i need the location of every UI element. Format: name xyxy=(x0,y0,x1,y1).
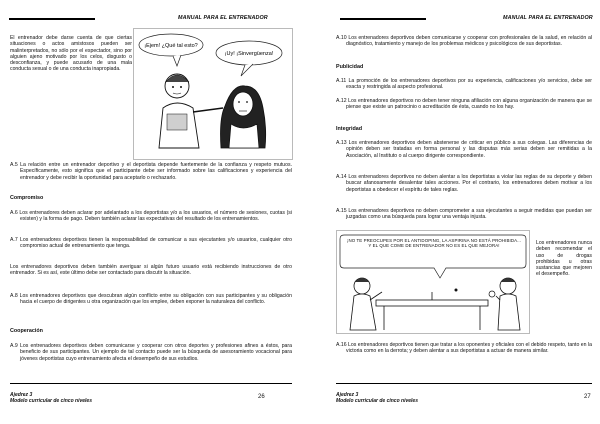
item-a16: A.16 Los entrenadores deportivos tienen que tratar a los oponentes y oficiales con el debido respeto, tanto en la victoria como en la derrota; y deben alentar a sus deportistas a actuar de manera similar. xyxy=(336,342,592,355)
item-a6: A.6 Los entrenadores deben aclarar por adelantado a los deportistas y/o a los usuarios, el número de sesiones, cuotas (si existen) y la forma de pago. Deben también aclarar las expectativas del resultado de los entrenamientos. xyxy=(10,210,292,223)
intro-paragraph: El entrenador debe darse cuenta de que ciertas situaciones o actos amistosos pueden ser malinterpretados, no sólo por el espectador, sino por alguien ajeno motivado por los celos, disgusto o desconfianza, y puede acusarlo de una mala conducta sexual o de una conducta inapropiada. xyxy=(10,35,132,73)
section-compromiso: Compromiso xyxy=(10,195,44,201)
item-a12: A.12 Los entrenadores deportivos no deben tener ninguna afiliación con alguna organización de manera que se piense que existe un patrocinio o acreditación de ésta, cuando no los hay. xyxy=(336,98,592,111)
header-title: MANUAL PARA EL ENTRENADOR xyxy=(503,15,593,21)
page-number: 27 xyxy=(584,394,591,400)
footer-text xyxy=(336,392,418,404)
header-rule xyxy=(340,18,426,20)
right-page xyxy=(300,0,600,424)
footer-rule xyxy=(336,383,592,384)
footer-line-2: Modelo curricular de cinco niveles xyxy=(336,398,418,405)
item-a7: A.7 Los entrenadores deportivos tienen la responsabilidad de comunicar a sus ejecutantes y/o usuarios, cualquier otro compromiso actual de entrenamiento que tenga. xyxy=(10,237,292,250)
cartoon-caption: ¡NO TE PREOCUPES POR EL ANTIDOPING, LA ASPIRINA NO ESTÁ PROHIBIDA... Y EL QUE COME DE ENTRENADOR NO ES EL QUE MEJORA! xyxy=(346,238,522,249)
cartoon-left-bubble-text: ¡Ejem! ¿Qué tal esto? xyxy=(144,43,198,49)
item-a13: A.13 Los entrenadores deportivos deben abstenerse de criticar en público a sus colegas. Las diferencias de opinión deben ser tratadas en forma personal y las disputas más serias deben ser remitidas a la Asociación, al Instituto o al cuerpo dirigente correspondiente. xyxy=(336,140,592,159)
footer-line-1: Ajedrez 3 xyxy=(336,392,359,398)
header-title: MANUAL PARA EL ENTRENADOR xyxy=(178,15,268,21)
item-a14: A.14 Los entrenadores deportivos no deben alentar a los deportistas a violar las reglas de su deporte y deben buscar afanosamente desalentar tales acciones. Por el contrario, los entrenadores deben motivar a los deportistas a obedecer el espíritu de tales reglas. xyxy=(336,174,592,193)
footer-line-2: Modelo curricular de cinco niveles xyxy=(10,398,92,405)
item-a11: A.11 La promoción de los entrenadores deportivos por su experiencia, calificaciones y/o servicios, debe ser exacta y restringida al aspecto profesional. xyxy=(336,78,592,91)
item-a9: A.9 Los entrenadores deportivos deben comunicarse y cooperar con otros deportes y profesiones afines a éstos, para beneficio de sus participantes. Un ejemplo de tal contacto puede ser la búsqueda de asesoramiento vocacional para jóvenes deportistas cuyo entrenamiento afecta el desempeño de sus estudios. xyxy=(10,343,292,362)
item-a8: A.8 Los entrenadores deportivos que descubran algún conflicto entre su obligación con sus participantes y su obligación hacia el cuerpo de dirigentes u otra organización que los emplee, deben exponer la naturaleza del conflicto. xyxy=(10,293,292,306)
footer-line-1: Ajedrez 3 xyxy=(10,392,33,398)
footer-text xyxy=(10,392,92,404)
section-cooperacion: Cooperación xyxy=(10,328,43,334)
footer-rule xyxy=(10,383,292,384)
item-a15: A.15 Los entrenadores deportivos no deben comprometer a sus ejecutantes a seguir medidas que puedan ser juzgadas como una búsqueda para lograr una ventaja injusta. xyxy=(336,208,592,221)
item-a10: A.10 Los entrenadores deportivos deben comunicarse y cooperar con profesionales de la salud, en relación al diagnóstico, tratamiento y manejo de los problemas médicos y psicológicos de sus deportistas. xyxy=(336,35,592,48)
section-integridad: Integridad xyxy=(336,126,363,132)
header-rule xyxy=(9,18,95,20)
item-a5: A.5 La relación entre un entrenador deportivo y el deportista depende fuertemente de la confianza y respeto mutuos. Específicamente, esto significa que el participante debe ser informado sobre las calificaciones y experiencia del entrenador y debe recibir la oportunidad para aceptarlo o rechazarlo. xyxy=(10,162,292,181)
section-publicidad: Publicidad xyxy=(336,64,364,70)
cartoon-side-text: Los entrenadores nunca deben recomendar el uso de drogas prohibidas u otras sustancias que mejoren el desempeño. xyxy=(536,240,592,278)
cartoon-doping-illustration xyxy=(336,230,530,334)
page-number: 26 xyxy=(258,394,265,400)
cartoon-illustration xyxy=(133,28,293,160)
cartoon-right-bubble-text: ¡Uy! ¡Sinvergüenza! xyxy=(224,51,274,57)
paragraph-plain: Los entrenadores deportivos deben también averiguar si algún futuro usuario está recibiendo instrucciones de otro entrenador. Si es así, este último debe ser contactado para discutir la situación. xyxy=(10,264,292,277)
